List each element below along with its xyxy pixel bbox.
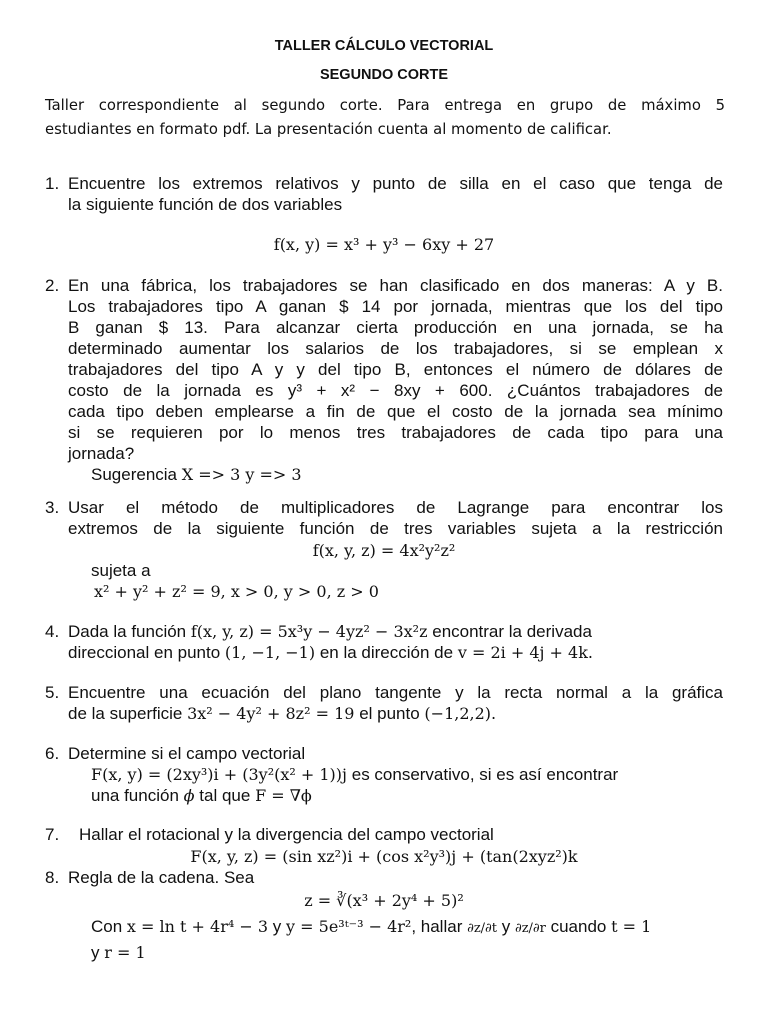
q8-text-c: , hallar xyxy=(411,917,463,936)
q5-line-1: Encuentre una ecuación del plano tangente y la recta normal a la gráfica xyxy=(68,683,723,702)
document-title: TALLER CÁLCULO VECTORIAL xyxy=(274,38,494,54)
q1-line-2: la siguiente función de dos variables xyxy=(68,195,343,214)
q1-line-1: Encuentre los extremos relativos y punto de silla en el caso que tenga de xyxy=(68,174,723,193)
q5-text-a: de la superficie xyxy=(68,704,183,723)
q2-line-8: si se requieren por lo menos tres trabajadores de cada tipo para una xyxy=(68,423,723,442)
q8-line-1: Regla de la cadena. Sea xyxy=(68,868,255,887)
q1-formula: f(x, y) = x³ + y³ − 6xy + 27 xyxy=(273,235,495,254)
q8-text-a: Con xyxy=(91,917,123,936)
q8-text-e: cuando xyxy=(550,917,607,936)
q4-line-2 xyxy=(68,643,593,663)
q5-point: (−1,2,2). xyxy=(424,704,497,723)
q2-line-2: Los trabajadores tipo A ganan $ 14 por jornada, mientras que los del tipo xyxy=(68,297,723,316)
q3-number: 3. xyxy=(45,498,60,517)
q2-hint xyxy=(91,465,302,485)
q4-text-c: direccional en punto xyxy=(68,643,221,662)
document-subtitle: SEGUNDO CORTE xyxy=(319,67,449,83)
q4-text-d: en la dirección de xyxy=(319,643,454,662)
q4-point: (1, −1, −1) xyxy=(224,643,316,662)
q4-text-a: Dada la función xyxy=(68,622,187,641)
q8-text-b: y xyxy=(272,917,282,936)
q2-line-6: costo de la jornada es y³ + x² − 8xy + 600. ¿Cuántos trabajadores de xyxy=(68,381,723,400)
q2-hint-math: X => 3 y => 3 xyxy=(181,465,302,484)
intro-paragraph xyxy=(45,94,725,142)
q7-number: 7. xyxy=(45,825,60,844)
q7-line-1: Hallar el rotacional y la divergencia del campo vectorial xyxy=(79,825,494,844)
q2-number: 2. xyxy=(45,276,60,295)
q6-line-1: Determine si el campo vectorial xyxy=(68,744,306,763)
q5-text-b: el punto xyxy=(359,704,420,723)
q6-text-b: es conservativo, si es así encontrar xyxy=(351,765,619,784)
q8-x-expr: x = ln t + 4r⁴ − 3 xyxy=(126,917,269,936)
q2-line-4: determinado aumentar los salarios de los trabajadores, si se emplean x xyxy=(68,339,723,358)
q3-constraint: x² + y² + z² = 9, x > 0, y > 0, z > 0 xyxy=(94,582,379,601)
q2-hint-label: Sugerencia xyxy=(91,465,178,484)
q8-t-value: t = 1 xyxy=(611,917,652,936)
q2-line-1: En una fábrica, los trabajadores se han clasificado en dos maneras: A y B. xyxy=(68,276,723,295)
q6-text-c: una función xyxy=(91,786,179,805)
q4-text-b: encontrar la derivada xyxy=(432,622,592,641)
q2-line-7: cada tipo deben emplearse a fin de que el costo de la jornada sea mínimo xyxy=(68,402,723,421)
q4-line-1 xyxy=(68,622,592,642)
q1-number: 1. xyxy=(45,174,60,193)
q8-r-value: r = 1 xyxy=(104,943,146,962)
q8-dzdr: ∂z/∂r xyxy=(514,921,546,936)
q8-line-2 xyxy=(91,917,651,937)
q5-number: 5. xyxy=(45,683,60,702)
q6-number: 6. xyxy=(45,744,60,763)
q8-line-3 xyxy=(91,943,146,963)
q4-number: 4. xyxy=(45,622,60,641)
q4-direction: v = 2i + 4j + 4k. xyxy=(457,643,593,662)
q6-phi: ϕ xyxy=(183,786,195,805)
q6-gradient: F = ∇ϕ xyxy=(255,786,312,805)
q6-line-2 xyxy=(91,765,618,785)
q3-subject: sujeta a xyxy=(91,561,151,580)
q6-line-3 xyxy=(91,786,312,806)
q4-function: f(x, y, z) = 5x³y − 4yz² − 3x²z xyxy=(190,622,428,641)
q2-line-3: B ganan $ 13. Para alcanzar cierta producción en una jornada, se ha xyxy=(68,318,723,337)
q8-text-f: y xyxy=(91,943,100,962)
q2-line-9: jornada? xyxy=(68,444,135,463)
q5-surface: 3x² − 4y² + 8z² = 19 xyxy=(187,704,355,723)
q8-dzdt: ∂z/∂t xyxy=(467,921,497,936)
q8-formula: z = ∛(x³ + 2y⁴ + 5)² xyxy=(304,891,464,910)
q6-text-d: tal que xyxy=(199,786,251,805)
q8-y-expr: y = 5e³ᵗ⁻³ − 4r² xyxy=(286,917,412,936)
intro-line-2: estudiantes en formato pdf. La presentación cuenta al momento de calificar. xyxy=(45,121,612,138)
q8-number: 8. xyxy=(45,868,60,887)
q7-formula: F(x, y, z) = (sin xz²)i + (cos x²y³)j + (tan(2xyz²)k xyxy=(190,847,578,866)
q3-line-2: extremos de la siguiente función de tres variables sujeta a la restricción xyxy=(68,519,723,538)
q3-line-1: Usar el método de multiplicadores de Lagrange para encontrar los xyxy=(68,498,723,517)
intro-line-1: Taller correspondiente al segundo corte. Para entrega en grupo de máximo 5 xyxy=(45,97,725,114)
q2-line-5: trabajadores del tipo A y y del tipo B, entonces el número de dólares de xyxy=(68,360,723,379)
q3-formula: f(x, y, z) = 4x²y²z² xyxy=(312,541,456,560)
q8-text-d: y xyxy=(501,917,511,936)
q6-field: F(x, y) = (2xy³)i + (3y²(x² + 1))j xyxy=(91,765,347,784)
q5-line-2 xyxy=(68,704,496,724)
